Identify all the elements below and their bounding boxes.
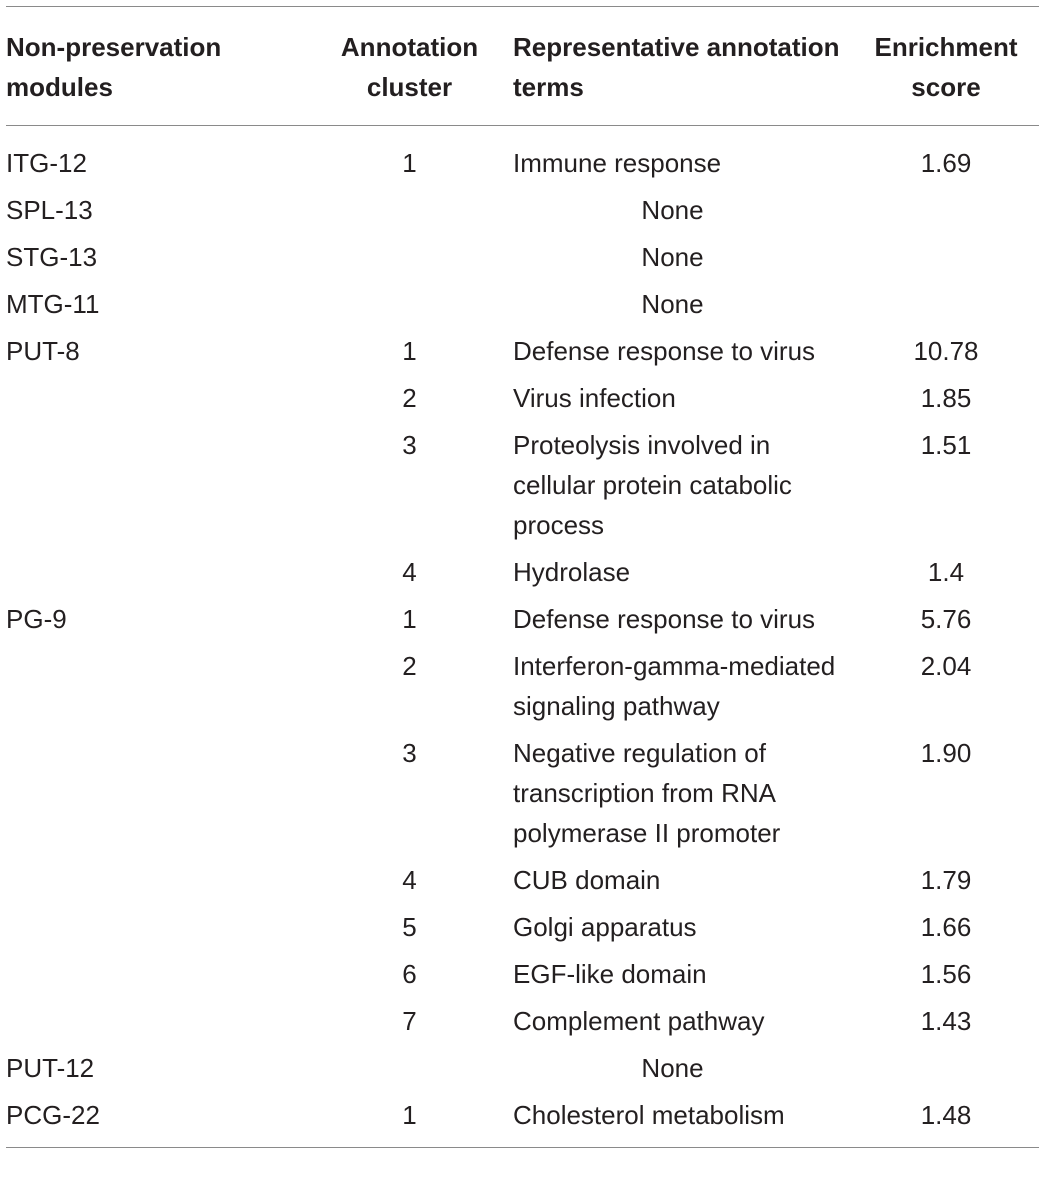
cell-term-none: None: [641, 289, 704, 319]
table-row: [6, 324, 1039, 371]
table-row: [6, 183, 1039, 230]
cell-cluster: 4: [402, 865, 417, 895]
cell-score: 1.85: [920, 383, 972, 413]
cell-score: 1.51: [920, 430, 972, 460]
cell-score: 1.79: [920, 865, 972, 895]
cell-score: 1.56: [920, 959, 972, 989]
cell-module: [6, 726, 306, 853]
cell-module: PCG-22: [6, 1100, 100, 1130]
cell-module: PUT-8: [6, 336, 80, 366]
cell-score: 1.90: [920, 738, 972, 768]
header-cluster: Annotation cluster: [340, 32, 479, 102]
table-row: [6, 994, 1039, 1041]
cell-cluster: 1: [402, 1100, 417, 1130]
table-row: [6, 900, 1039, 947]
cell-term: Interferon-gamma-mediated signaling pathway: [513, 651, 836, 721]
cell-term: Immune response: [513, 148, 722, 178]
table-bottom-rule: [6, 1147, 1039, 1148]
cell-cluster: 4: [402, 557, 417, 587]
header-terms: Representative annotation terms: [513, 32, 840, 102]
cell-cluster: 1: [402, 336, 417, 366]
table-row: [6, 639, 1039, 726]
table-body: [6, 126, 1039, 1136]
cell-module: ITG-12: [6, 148, 87, 178]
header-score: Enrichment score: [874, 32, 1018, 102]
cell-cluster: 6: [402, 959, 417, 989]
cell-module: [6, 900, 306, 947]
cell-term: Hydrolase: [513, 557, 631, 587]
cell-term: Defense response to virus: [513, 604, 816, 634]
cell-module: [6, 994, 306, 1041]
cell-term: Negative regulation of transcription from RNA polymerase II promoter: [513, 738, 781, 848]
annotation-table-container: [6, 6, 1039, 1148]
table-header: [6, 7, 1039, 126]
table-row: [6, 371, 1039, 418]
cell-term: Defense response to virus: [513, 336, 816, 366]
table-row: [6, 1041, 1039, 1088]
cell-module: MTG-11: [6, 289, 100, 319]
cell-module: SPL-13: [6, 195, 93, 225]
cell-term-none: None: [641, 1053, 704, 1083]
cell-module: [6, 545, 306, 592]
cell-term: Proteolysis involved in cellular protein catabolic process: [513, 430, 792, 540]
cell-module: PUT-12: [6, 1053, 95, 1083]
cell-cluster: 2: [402, 651, 417, 681]
cell-cluster: 5: [402, 912, 417, 942]
cell-module: [6, 853, 306, 900]
cell-term: Cholesterol metabolism: [513, 1100, 785, 1130]
table-row: [6, 126, 1039, 184]
cell-score: 1.66: [920, 912, 972, 942]
table-row: [6, 947, 1039, 994]
cell-module: [6, 371, 306, 418]
cell-cluster: 3: [402, 430, 417, 460]
table-row: [6, 853, 1039, 900]
cell-term: CUB domain: [513, 865, 661, 895]
cell-score: 5.76: [920, 604, 972, 634]
table-row: [6, 418, 1039, 545]
cell-cluster: 1: [402, 604, 417, 634]
table-row: [6, 277, 1039, 324]
cell-term: EGF-like domain: [513, 959, 707, 989]
cell-cluster: 2: [402, 383, 417, 413]
table-row: [6, 592, 1039, 639]
table-row: [6, 545, 1039, 592]
cell-module: [6, 418, 306, 545]
annotation-table: [6, 7, 1039, 1135]
cell-score: 10.78: [913, 336, 979, 366]
table-row: [6, 230, 1039, 277]
cell-term: Complement pathway: [513, 1006, 765, 1036]
header-modules: Non-preservation modules: [6, 32, 222, 102]
cell-module: [6, 639, 306, 726]
cell-term-none: None: [641, 242, 704, 272]
cell-score: 1.48: [920, 1100, 972, 1130]
cell-term: Virus infection: [513, 383, 676, 413]
cell-module: STG-13: [6, 242, 98, 272]
header-row: [6, 7, 1039, 126]
cell-module: [6, 947, 306, 994]
cell-score: 1.43: [920, 1006, 972, 1036]
cell-module: PG-9: [6, 604, 67, 634]
table-row: [6, 1088, 1039, 1135]
cell-score: 1.4: [927, 557, 965, 587]
cell-score: 2.04: [920, 651, 972, 681]
cell-score: 1.69: [920, 148, 972, 178]
cell-term-none: None: [641, 195, 704, 225]
cell-cluster: 1: [402, 148, 417, 178]
cell-cluster: 7: [402, 1006, 417, 1036]
table-row: [6, 726, 1039, 853]
cell-term: Golgi apparatus: [513, 912, 697, 942]
cell-cluster: 3: [402, 738, 417, 768]
